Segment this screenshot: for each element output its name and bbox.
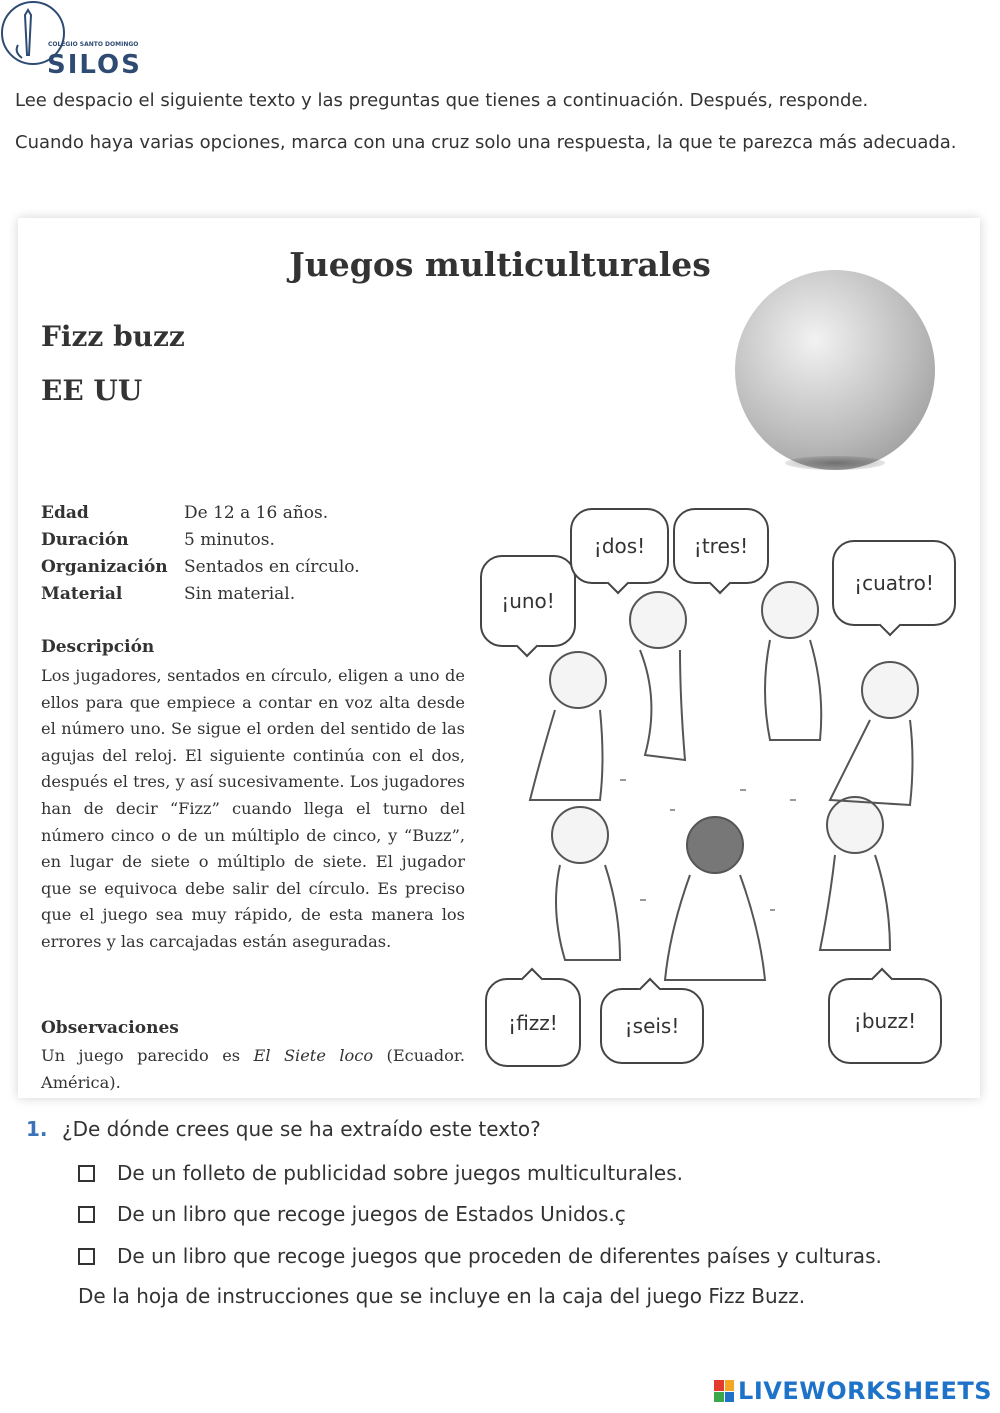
globe-shadow [785, 456, 885, 470]
info-row-duration [41, 527, 360, 554]
observations-game-title: El Siete loco [253, 1046, 374, 1065]
liveworksheets-mark-icon [714, 1380, 734, 1402]
description-heading: Descripción [41, 637, 155, 657]
speech-bubble-fizz: ¡fizz! [485, 978, 581, 1067]
answer-option-3[interactable] [78, 1244, 882, 1268]
speech-bubble-buzz: ¡buzz! [828, 978, 942, 1064]
observations-pre: Un juego parecido es [41, 1046, 254, 1065]
info-value: De 12 a 16 años. [184, 503, 329, 523]
info-row-age [41, 500, 360, 527]
speech-bubble-uno: ¡uno! [480, 555, 576, 647]
answer-option-1[interactable] [78, 1161, 683, 1185]
liveworksheets-logo [714, 1377, 992, 1405]
liveworksheets-brand: LIVEWORKSHEETS [738, 1377, 992, 1405]
info-label: Material [41, 584, 123, 604]
instruction-line-1: Lee despacio el siguiente texto y las preguntas que tienes a continuación. Después, responde. [15, 90, 869, 111]
description-text: Los jugadores, sentados en círculo, eligen a uno de ellos para que empiece a contar en voz alta desde el número uno. Se sigue el orden del sentido de las agujas del reloj. El siguiente continúa con el dos, después el tres, y así sucesivamente. Los jugadores han de decir “Fizz” cuando llega el turno del número cinco o de un múltiplo de cinco, y “Buzz”, en lugar de siete o múltiplo de siete. El jugador que se equivoca debe salir del círculo. Es preciso que el juego sea muy rápido, de esta manera los errores y las carcajadas están aseguradas. [41, 666, 465, 951]
school-logo [0, 0, 150, 80]
info-row-organization [41, 554, 360, 581]
checkbox[interactable] [78, 1248, 95, 1265]
game-name: Fizz buzz [41, 320, 185, 353]
speech-bubble-dos: ¡dos! [570, 508, 669, 584]
instruction-line-2: Cuando haya varias opciones, marca con una cruz solo una respuesta, la que te parezca más adecuada. [15, 132, 957, 153]
card-title: Juegos multiculturales [289, 245, 711, 284]
info-label: Duración [41, 530, 129, 550]
info-row-material [41, 581, 360, 608]
logo-school-label: COLEGIO SANTO DOMINGO [48, 41, 139, 48]
info-label: Edad [41, 503, 89, 523]
globe-illustration [735, 270, 935, 470]
speech-bubble-tres: ¡tres! [673, 508, 769, 584]
info-value: Sin material. [184, 584, 296, 604]
option-label: De un folleto de publicidad sobre juegos multiculturales. [117, 1161, 684, 1185]
answer-option-2[interactable] [78, 1202, 626, 1226]
observations-heading: Observaciones [41, 1018, 179, 1038]
option-label: De un libro que recoge juegos que proceden de diferentes países y culturas. [117, 1244, 882, 1268]
logo-school-name: SILOS [47, 50, 142, 80]
checkbox[interactable] [78, 1165, 95, 1182]
game-country: EE UU [41, 374, 143, 407]
observations-text [41, 1043, 465, 1096]
info-value: 5 minutos. [184, 530, 275, 550]
info-label: Organización [41, 557, 168, 577]
speech-bubble-cuatro: ¡cuatro! [832, 540, 956, 626]
answer-option-4[interactable]: De la hoja de instrucciones que se incluye en la caja del juego Fizz Buzz. [78, 1284, 806, 1308]
observations-post: (Ecuador. América). [41, 1046, 466, 1092]
checkbox[interactable] [78, 1206, 95, 1223]
info-value: Sentados en círculo. [184, 557, 360, 577]
speech-bubble-seis: ¡seis! [600, 988, 704, 1064]
children-circle-illustration [470, 500, 970, 1080]
question-text: ¿De dónde crees que se ha extraído este texto? [62, 1117, 541, 1141]
question-number: 1. [26, 1117, 48, 1141]
game-info-table [41, 500, 360, 608]
option-label: De un libro que recoge juegos de Estados Unidos.ç [117, 1202, 626, 1226]
